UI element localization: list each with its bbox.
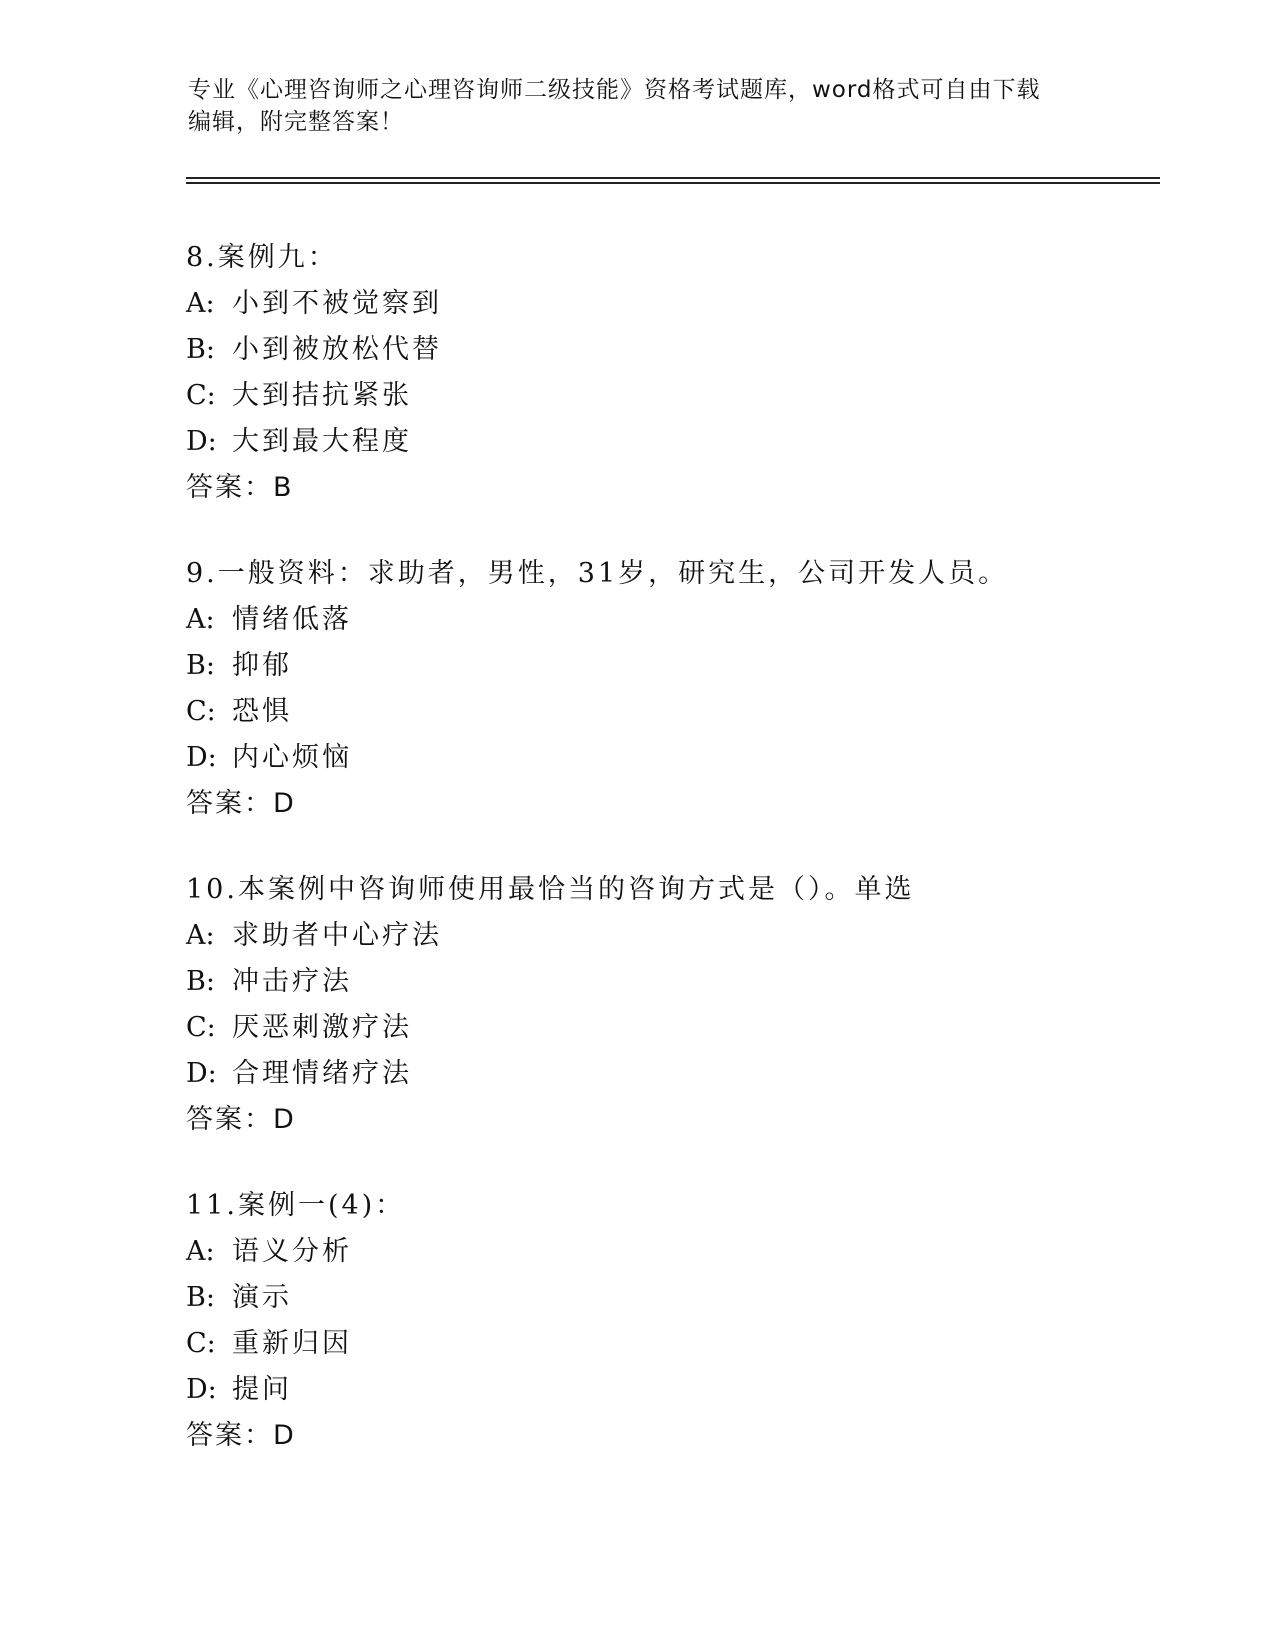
option-text: 冲击疗法: [232, 966, 352, 997]
option-text: 求助者中心疗法: [232, 920, 442, 951]
option-b: [186, 643, 1186, 689]
header-divider-bottom: [186, 182, 1160, 184]
option-letter: D:: [186, 1374, 217, 1405]
option-a: [186, 913, 1186, 959]
option-b: [186, 327, 1186, 373]
option-c: [186, 373, 1186, 419]
option-d: [186, 419, 1186, 465]
option-letter: A:: [186, 604, 215, 635]
option-text: 恐惧: [232, 696, 292, 727]
option-a: [186, 281, 1186, 327]
option-letter: A:: [186, 1236, 215, 1267]
option-letter: C:: [186, 1328, 216, 1359]
option-text: 小到不被觉察到: [232, 288, 442, 319]
header-line-2: 编辑，附完整答案！: [188, 109, 404, 135]
option-letter: A:: [186, 920, 215, 951]
option-text: 语义分析: [232, 1236, 352, 1267]
option-c: [186, 689, 1186, 735]
option-b: [186, 1275, 1186, 1321]
option-text: 内心烦恼: [232, 742, 352, 773]
option-d: [186, 735, 1186, 781]
option-letter: B:: [186, 966, 215, 997]
option-c: [186, 1005, 1186, 1051]
question-stem: 11.案例一(4)：: [186, 1190, 406, 1221]
option-d: [186, 1051, 1186, 1097]
option-a: [186, 597, 1186, 643]
question-stem: 8.案例九：: [186, 242, 338, 273]
answer-line: 答案：D: [186, 788, 296, 819]
document-header: [188, 74, 1088, 138]
option-letter: D:: [186, 742, 217, 773]
option-letter: D:: [186, 426, 217, 457]
question-11: [186, 1183, 1186, 1459]
option-c: [186, 1321, 1186, 1367]
answer-line: 答案：D: [186, 1104, 296, 1135]
header-line-1: 专业《心理咨询师之心理咨询师二级技能》资格考试题库，word格式可自由下载: [188, 77, 1041, 103]
question-10: [186, 867, 1186, 1143]
option-letter: C:: [186, 1012, 216, 1043]
option-text: 提问: [232, 1374, 292, 1405]
option-text: 情绪低落: [232, 604, 352, 635]
header-divider-top: [186, 177, 1160, 179]
option-text: 合理情绪疗法: [232, 1058, 412, 1089]
option-letter: D:: [186, 1058, 217, 1089]
option-text: 小到被放松代替: [232, 334, 442, 365]
answer-line: 答案：B: [186, 472, 294, 503]
option-letter: A:: [186, 288, 215, 319]
option-text: 大到拮抗紧张: [232, 380, 412, 411]
option-text: 抑郁: [232, 650, 292, 681]
option-letter: C:: [186, 380, 216, 411]
option-a: [186, 1229, 1186, 1275]
question-9: [186, 551, 1186, 827]
option-d: [186, 1367, 1186, 1413]
option-letter: C:: [186, 696, 216, 727]
question-stem: 9.一般资料：求助者，男性，31岁，研究生，公司开发人员。: [186, 558, 1009, 589]
option-letter: B:: [186, 334, 215, 365]
option-text: 厌恶刺激疗法: [232, 1012, 412, 1043]
option-b: [186, 959, 1186, 1005]
option-letter: B:: [186, 650, 215, 681]
option-letter: B:: [186, 1282, 215, 1313]
question-8: [186, 235, 1186, 511]
option-text: 重新归因: [232, 1328, 352, 1359]
answer-line: 答案：D: [186, 1420, 296, 1451]
option-text: 演示: [232, 1282, 292, 1313]
option-text: 大到最大程度: [232, 426, 412, 457]
question-stem: 10.本案例中咨询师使用最恰当的咨询方式是（）。单选: [186, 874, 915, 905]
